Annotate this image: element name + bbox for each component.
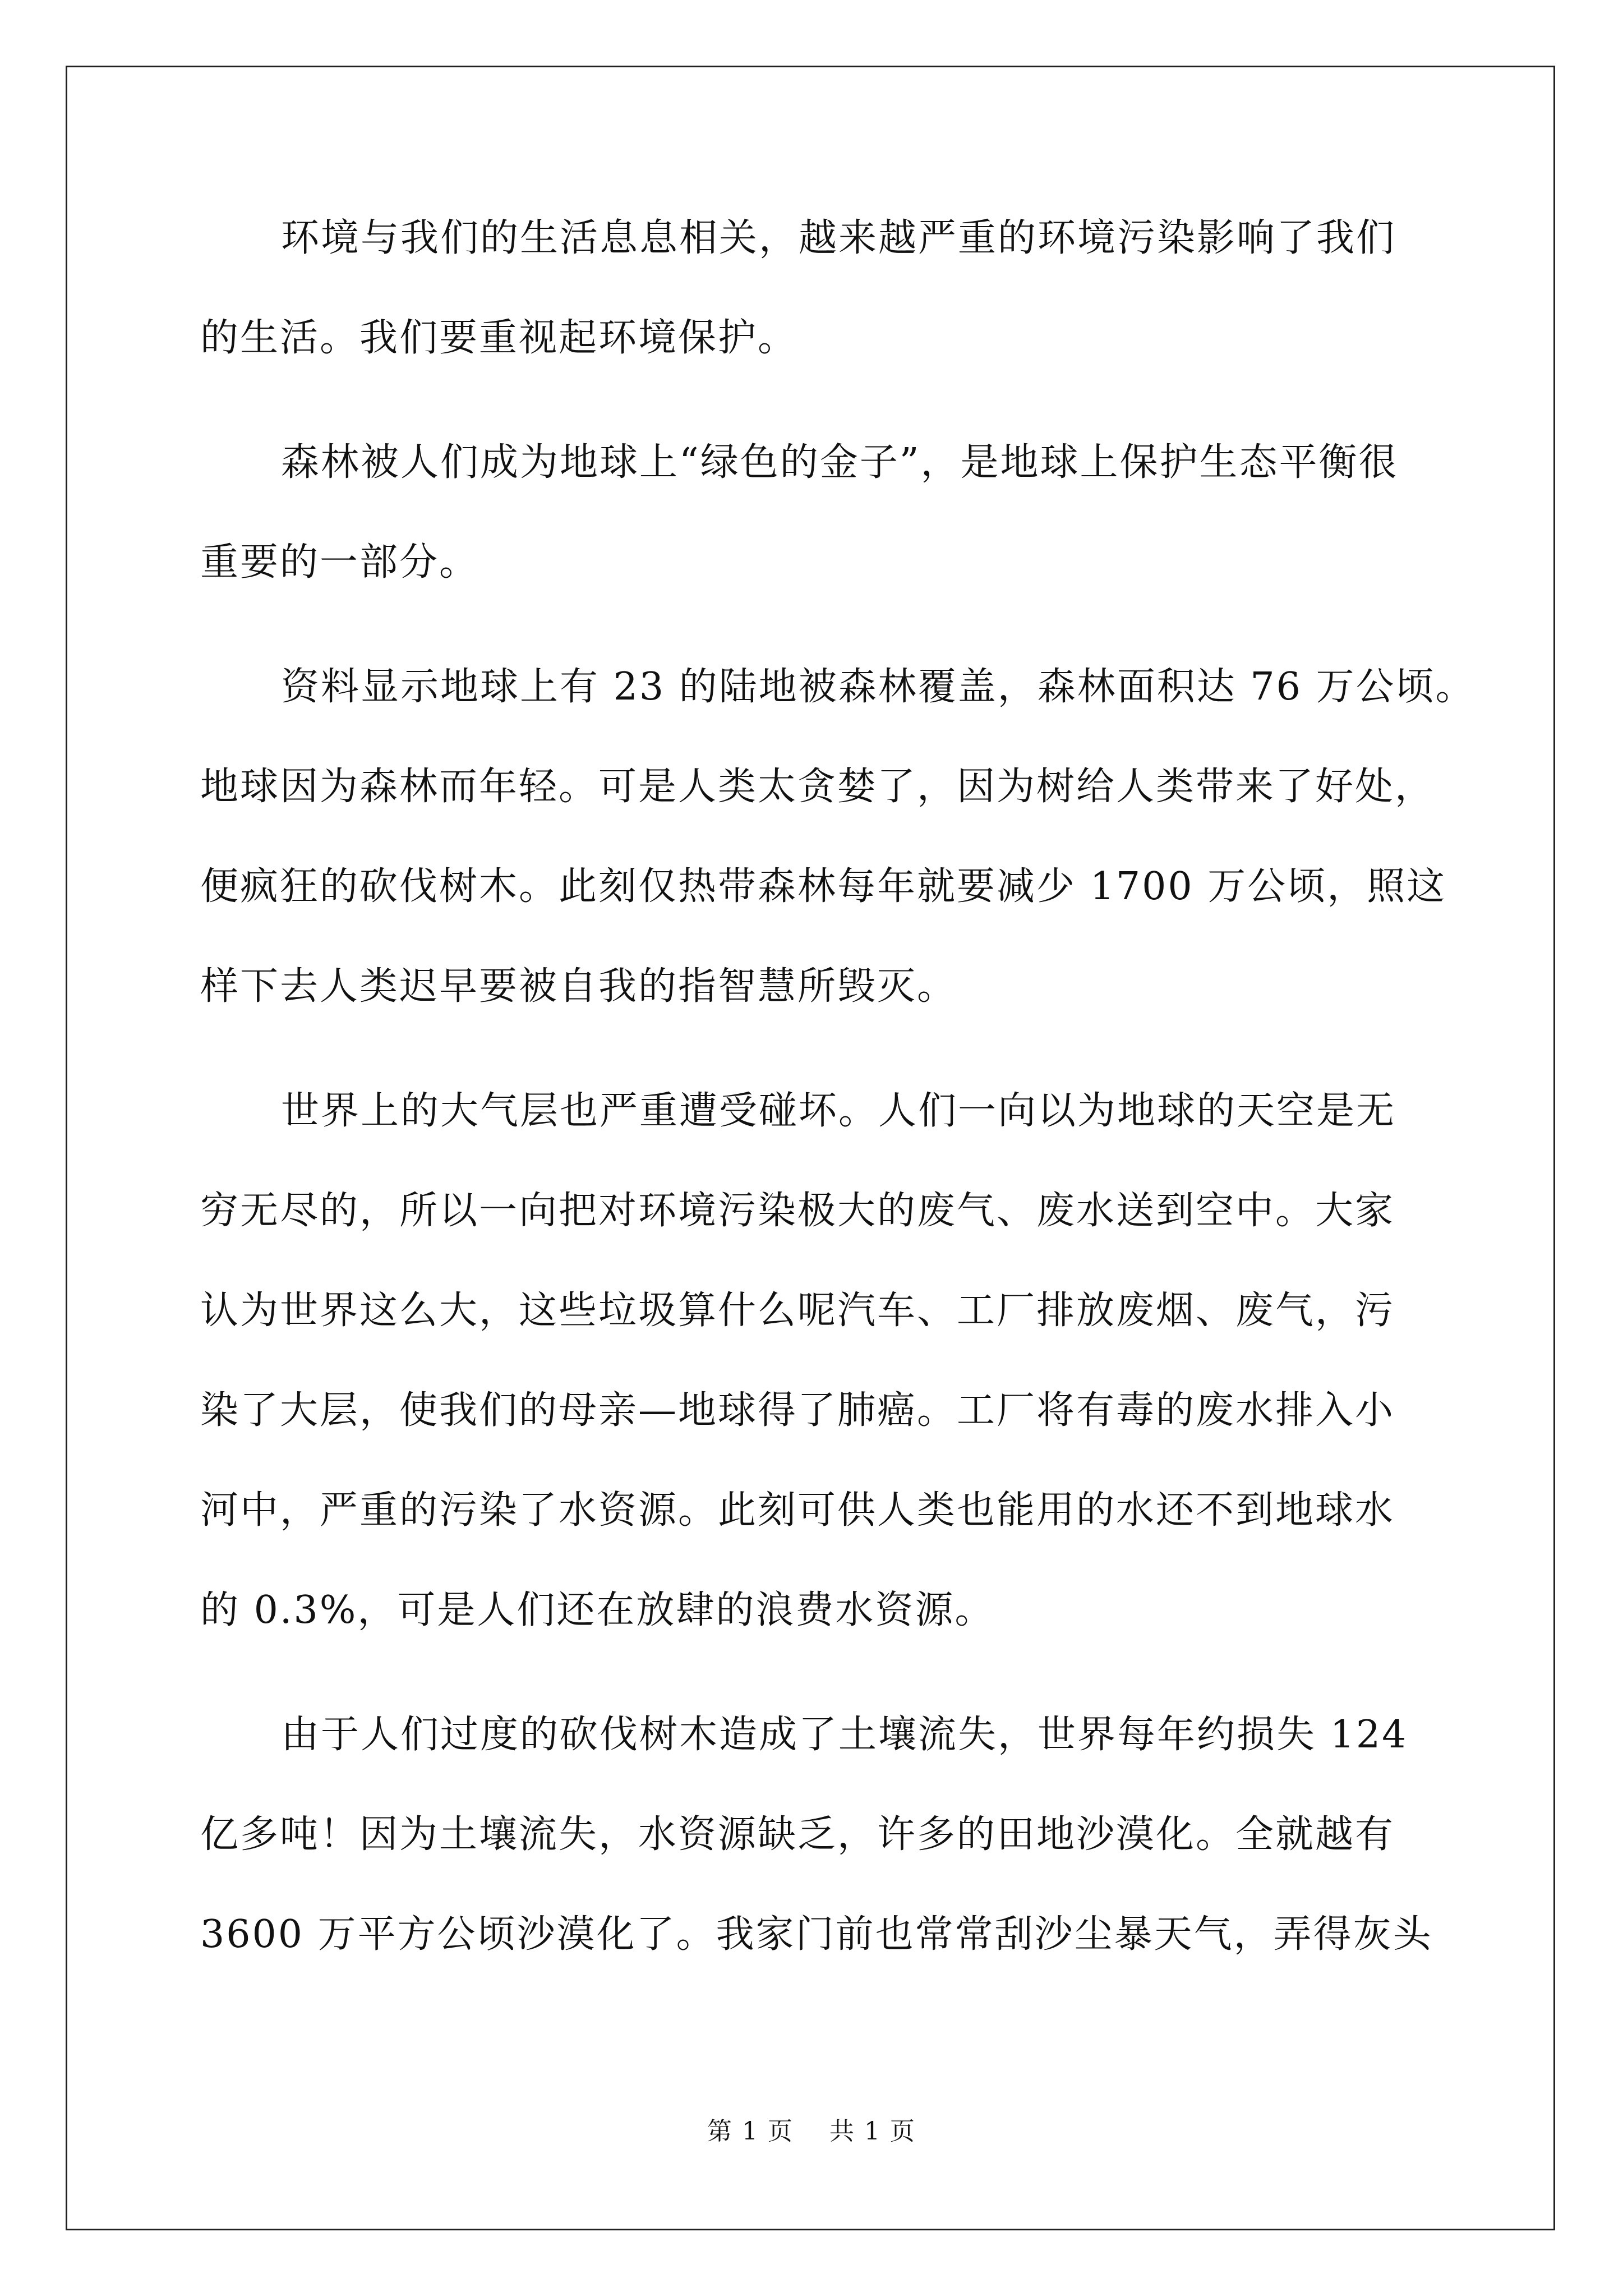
paragraph-3-line-4: 样下去人类迟早要被自我的指智慧所毁灭。	[200, 964, 957, 1009]
paragraph-3-line-3: 便疯狂的砍伐树木。此刻仅热带森林每年就要减少 1700 万公顷，照这	[200, 864, 1447, 909]
paragraph-3-line-2: 地球因为森林而年轻。可是人类太贪婪了，因为树给人类带来了好处，	[200, 765, 1435, 809]
page-border	[66, 66, 1555, 2230]
paragraph-4-line-5: 河中，严重的污染了水资源。此刻可供人类也能用的水还不到地球水	[200, 1488, 1395, 1533]
paragraph-2-line-2: 重要的一部分。	[200, 540, 479, 585]
page-footer: 第 1 页 共 1 页	[707, 2117, 916, 2146]
paragraph-5-line-2: 亿多吨！因为土壤流失，水资源缺乏，许多的田地沙漠化。全就越有	[200, 1812, 1395, 1857]
paragraph-5-line-1: 由于人们过度的砍伐树木造成了土壤流失，世界每年约损失 124	[281, 1713, 1408, 1757]
paragraph-4-line-6: 的 0.3%，可是人们还在放肆的浪费水资源。	[200, 1588, 995, 1632]
paragraph-5-line-3: 3600 万平方公顷沙漠化了。我家门前也常常刮沙尘暴天气，弄得灰头	[200, 1912, 1433, 1957]
paragraph-4-line-4: 染了大层，使我们的母亲—地球得了肺癌。工厂将有毒的废水排入小	[200, 1388, 1395, 1433]
paragraph-4-line-2: 穷无尽的，所以一向把对环境污染极大的废气、废水送到空中。大家	[200, 1189, 1395, 1233]
paragraph-2-line-1: 森林被人们成为地球上“绿色的金子”，是地球上保护生态平衡很	[281, 440, 1399, 485]
paragraph-4-line-1: 世界上的大气层也严重遭受碰坏。人们一向以为地球的天空是无	[281, 1089, 1396, 1133]
paragraph-4-line-3: 认为世界这么大，这些垃圾算什么呢汽车、工厂排放废烟、废气，污	[200, 1289, 1395, 1333]
paragraph-3-line-1: 资料显示地球上有 23 的陆地被森林覆盖，森林面积达 76 万公顷。	[281, 665, 1476, 709]
paragraph-1-line-1: 环境与我们的生活息息相关，越来越严重的环境污染影响了我们	[281, 216, 1396, 260]
paragraph-1-line-2: 的生活。我们要重视起环境保护。	[200, 316, 798, 360]
